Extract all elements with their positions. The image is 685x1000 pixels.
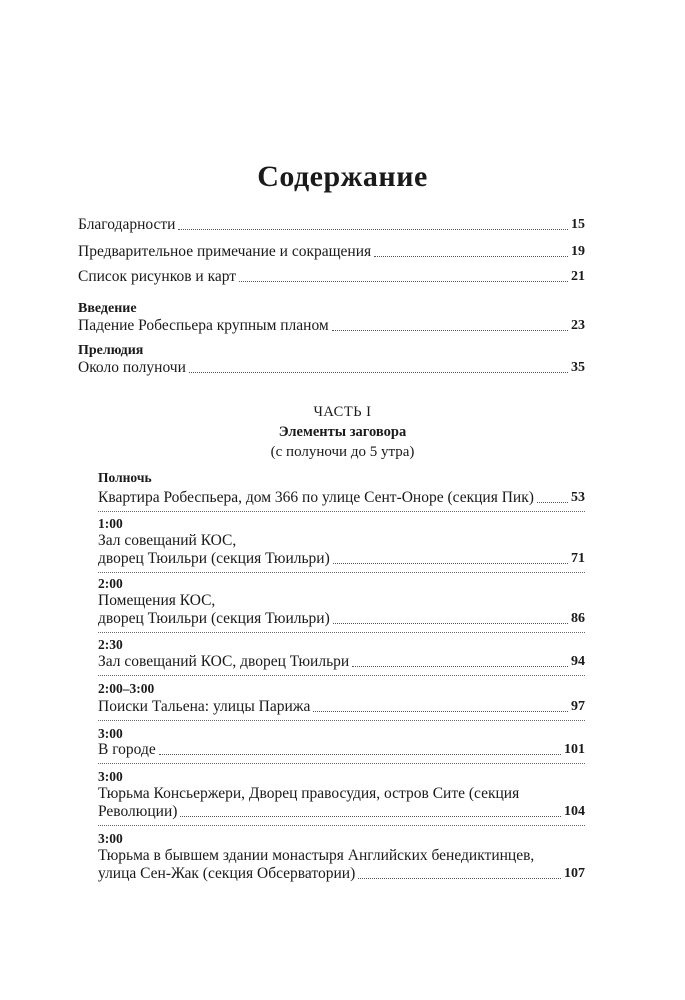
time-heading: 2:00: [98, 576, 123, 591]
time-heading: 3:00: [98, 726, 123, 741]
time-heading: Полночь: [98, 470, 152, 485]
toc-entry-text: Революции): [98, 803, 178, 820]
toc-entry-text: Квартира Робеспьера, дом 366 по улице Сент-Оноре (секция Пик): [98, 489, 534, 506]
toc-entry-text-line1: Помещения КОС,: [98, 592, 216, 609]
toc-page-number: 107: [564, 866, 585, 881]
section-heading-prelude: Прелюдия: [78, 343, 144, 358]
part-title: Элементы заговора: [278, 424, 407, 440]
leader-dots: [374, 256, 568, 257]
page-title: Содержание: [257, 160, 428, 193]
time-heading: 3:00: [98, 769, 123, 784]
toc-entry-text: улица Сен-Жак (секция Обсерватории): [98, 865, 356, 882]
time-heading: 3:00: [98, 831, 123, 846]
toc-page-number: 94: [571, 654, 585, 669]
toc-entry-preliminary-note[interactable]: [78, 242, 585, 262]
toc-page-number: 71: [571, 551, 585, 566]
toc-page-number: 21: [571, 269, 585, 284]
toc-entry[interactable]: [98, 697, 585, 717]
entry-separator: [98, 720, 585, 721]
toc-entry-prelude[interactable]: [78, 358, 585, 378]
toc-entry[interactable]: [98, 652, 585, 672]
entry-separator: [98, 511, 585, 512]
leader-dots: [358, 878, 561, 879]
part-label: ЧАСТЬ I: [313, 404, 372, 420]
leader-dots: [333, 563, 568, 564]
section-heading-introduction: Введение: [78, 301, 137, 316]
toc-page-number: 23: [571, 318, 585, 333]
toc-entry-text-line1: Зал совещаний КОС,: [98, 532, 237, 549]
toc-entry-text: Около полуночи: [78, 359, 186, 376]
toc-entry[interactable]: [98, 740, 585, 760]
toc-entry-text: В городе: [98, 741, 156, 758]
entry-separator: [98, 572, 585, 573]
leader-dots: [333, 623, 568, 624]
leader-dots: [239, 281, 568, 282]
part-subtitle: (с полуночи до 5 утра): [270, 444, 415, 460]
toc-entry-text: Предварительное примечание и сокращения: [78, 243, 372, 260]
entry-separator: [98, 825, 585, 826]
toc-entry-figures-list[interactable]: [78, 267, 585, 287]
toc-entry[interactable]: [98, 802, 585, 822]
entry-separator: [98, 675, 585, 676]
leader-dots: [313, 711, 568, 712]
toc-entry[interactable]: [98, 864, 585, 884]
leader-dots: [178, 229, 568, 230]
toc-page-number: 15: [571, 217, 585, 232]
toc-entry-text: Список рисунков и карт: [78, 268, 237, 285]
leader-dots: [332, 330, 568, 331]
leader-dots: [180, 816, 561, 817]
leader-dots: [537, 502, 568, 503]
toc-entry-text-line1: Тюрьма Консьержери, Дворец правосудия, остров Сите (секция: [98, 785, 520, 802]
toc-page-number: 104: [564, 804, 585, 819]
toc-entry[interactable]: [98, 609, 585, 629]
toc-entry-text: Поиски Тальена: улицы Парижа: [98, 698, 311, 715]
toc-entry-text: дворец Тюильри (секция Тюильри): [98, 550, 330, 567]
toc-entry-text-line1: Тюрьма в бывшем здании монастыря Английских бенедиктинцев,: [98, 847, 535, 864]
toc-entry[interactable]: [98, 549, 585, 569]
toc-entry-introduction[interactable]: [78, 316, 585, 336]
toc-page-number: 53: [571, 490, 585, 505]
toc-page-number: 86: [571, 611, 585, 626]
toc-entry[interactable]: [98, 488, 585, 508]
toc-entry-text: Зал совещаний КОС, дворец Тюильри: [98, 653, 350, 670]
time-heading: 2:00–3:00: [98, 681, 155, 696]
toc-entry-acknowledgements[interactable]: [78, 215, 585, 235]
toc-entry-text: Благодарности: [78, 216, 176, 233]
leader-dots: [189, 372, 568, 373]
time-heading: 1:00: [98, 516, 123, 531]
toc-entry-text: Падение Робеспьера крупным планом: [78, 317, 329, 334]
entry-separator: [98, 763, 585, 764]
toc-page-number: 101: [564, 742, 585, 757]
leader-dots: [352, 666, 568, 667]
toc-page-number: 97: [571, 699, 585, 714]
toc-page-number: 35: [571, 360, 585, 375]
leader-dots: [159, 754, 561, 755]
entry-separator: [98, 632, 585, 633]
toc-entry-text: дворец Тюильри (секция Тюильри): [98, 610, 330, 627]
toc-page-number: 19: [571, 244, 585, 259]
time-heading: 2:30: [98, 637, 123, 652]
